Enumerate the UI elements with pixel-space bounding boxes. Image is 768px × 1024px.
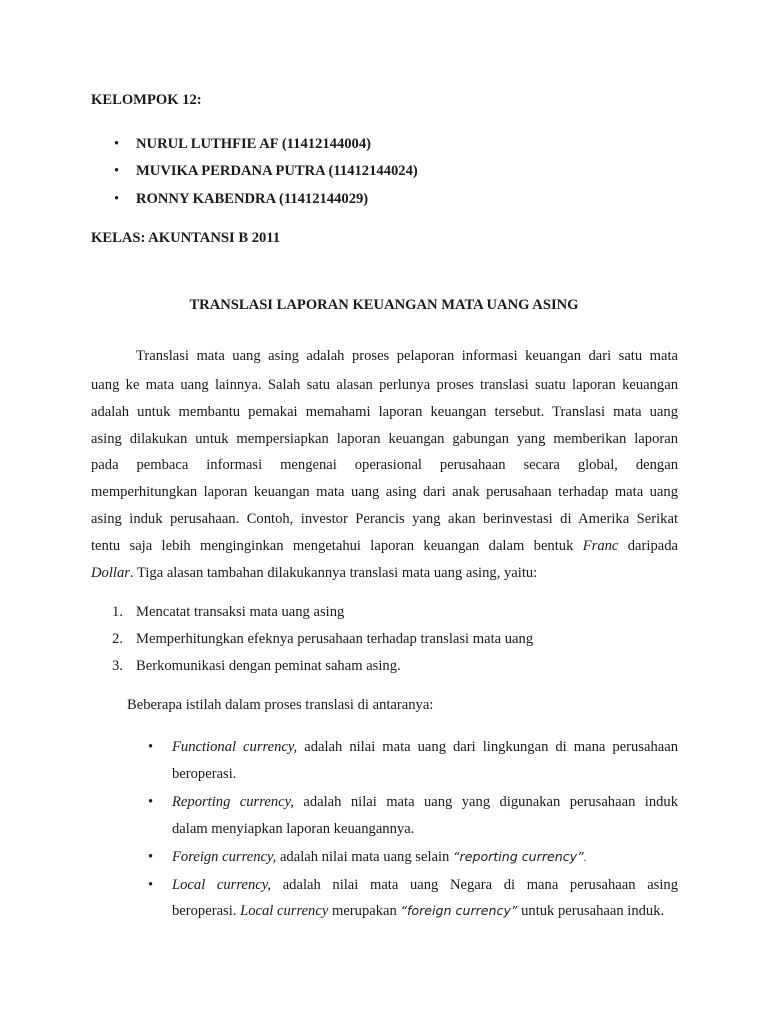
paragraph-line: Translasi mata uang asing adalah proses pelaporan informasi keuangan dari satu mata (136, 348, 678, 364)
class-label: KELAS: AKUNTANSI B 2011 (91, 230, 281, 246)
reason-item: Mencatat transaksi mata uang asing (136, 604, 345, 620)
document-title: TRANSLASI LAPORAN KEUANGAN MATA UANG ASING (189, 297, 579, 313)
term-name: Local currency (240, 903, 329, 919)
paragraph-line (91, 565, 537, 582)
term-line (172, 739, 678, 756)
paragraph-text: tentu saja lebih menginginkan mengetahui laporan keuangan dalam bentuk (91, 538, 574, 554)
paragraph-line: asing dilakukan untuk mempersiapkan laporan keuangan gabungan yang memberikan laporan (91, 431, 678, 447)
term-definition: adalah nilai mata uang dari lingkungan di mana perusahaan (304, 739, 678, 755)
term-line (172, 794, 678, 811)
term-line: dalam menyiapkan laporan keuangannya. (172, 821, 415, 837)
term-punctuation: . (583, 853, 587, 864)
list-number: 1. (112, 604, 123, 620)
term-line (172, 903, 664, 920)
paragraph-line: pada pembaca informasi mengenai operasional perusahaan secara global, dengan (91, 457, 678, 473)
list-number: 3. (112, 658, 123, 674)
term-definition: adalah nilai mata uang yang digunakan perusahaan induk (303, 794, 679, 810)
term-line (172, 877, 678, 894)
terms-intro: Beberapa istilah dalam proses translasi di antaranya: (127, 697, 434, 713)
paragraph-text: . Tiga alasan tambahan dilakukannya translasi mata uang asing, yaitu: (129, 565, 538, 581)
reason-item: Memperhitungkan efeknya perusahaan terhadap translasi mata uang (136, 631, 534, 647)
paragraph-text: daripada (627, 538, 678, 554)
term-name: Local currency, (172, 877, 272, 893)
term-definition: beroperasi. (172, 903, 237, 919)
term-name: Functional currency, (172, 739, 298, 755)
bullet-icon: • (114, 136, 120, 152)
emphasis-text: Franc (582, 538, 619, 554)
paragraph-line: memperhitungkan laporan keuangan mata uang asing dari anak perusahaan terhadap mata uang (91, 484, 678, 500)
bullet-icon: • (148, 794, 154, 810)
bullet-icon: • (148, 739, 154, 755)
paragraph-line: asing induk perusahaan. Contoh, investor Perancis yang akan berinvestasi di Amerika Serikat (91, 511, 678, 527)
member-item: MUVIKA PERDANA PUTRA (11412144024) (136, 163, 418, 179)
quoted-term: “foreign currency” (400, 903, 518, 918)
term-line: beroperasi. (172, 766, 237, 782)
term-name: Foreign currency, (172, 849, 277, 865)
member-item: NURUL LUTHFIE AF (11412144004) (136, 136, 372, 152)
bullet-icon: • (114, 191, 120, 207)
list-number: 2. (112, 631, 123, 647)
member-item: RONNY KABENDRA (11412144029) (136, 191, 369, 207)
reason-item: Berkomunikasi dengan peminat saham asing. (136, 658, 401, 674)
term-line (172, 849, 586, 866)
bullet-icon: • (148, 849, 154, 865)
bullet-icon: • (148, 877, 154, 893)
paragraph-line: uang ke mata uang lainnya. Salah satu alasan perlunya proses translasi suatu laporan keuangan (91, 377, 678, 393)
paragraph-line (91, 538, 678, 555)
group-label: KELOMPOK 12: (91, 92, 202, 108)
emphasis-text: Dollar (91, 565, 130, 581)
quoted-term: “reporting currency” (453, 849, 584, 864)
term-definition: untuk perusahaan induk. (521, 903, 665, 919)
term-name: Reporting currency, (172, 794, 294, 810)
paragraph-line: adalah untuk membantu pemakai memahami laporan keuangan tersebut. Translasi mata uang (91, 404, 678, 420)
term-definition: merupakan (331, 903, 397, 919)
term-definition: adalah nilai mata uang Negara di mana perusahaan asing (282, 877, 678, 893)
bullet-icon: • (114, 163, 120, 179)
term-definition: adalah nilai mata uang selain (279, 849, 450, 865)
